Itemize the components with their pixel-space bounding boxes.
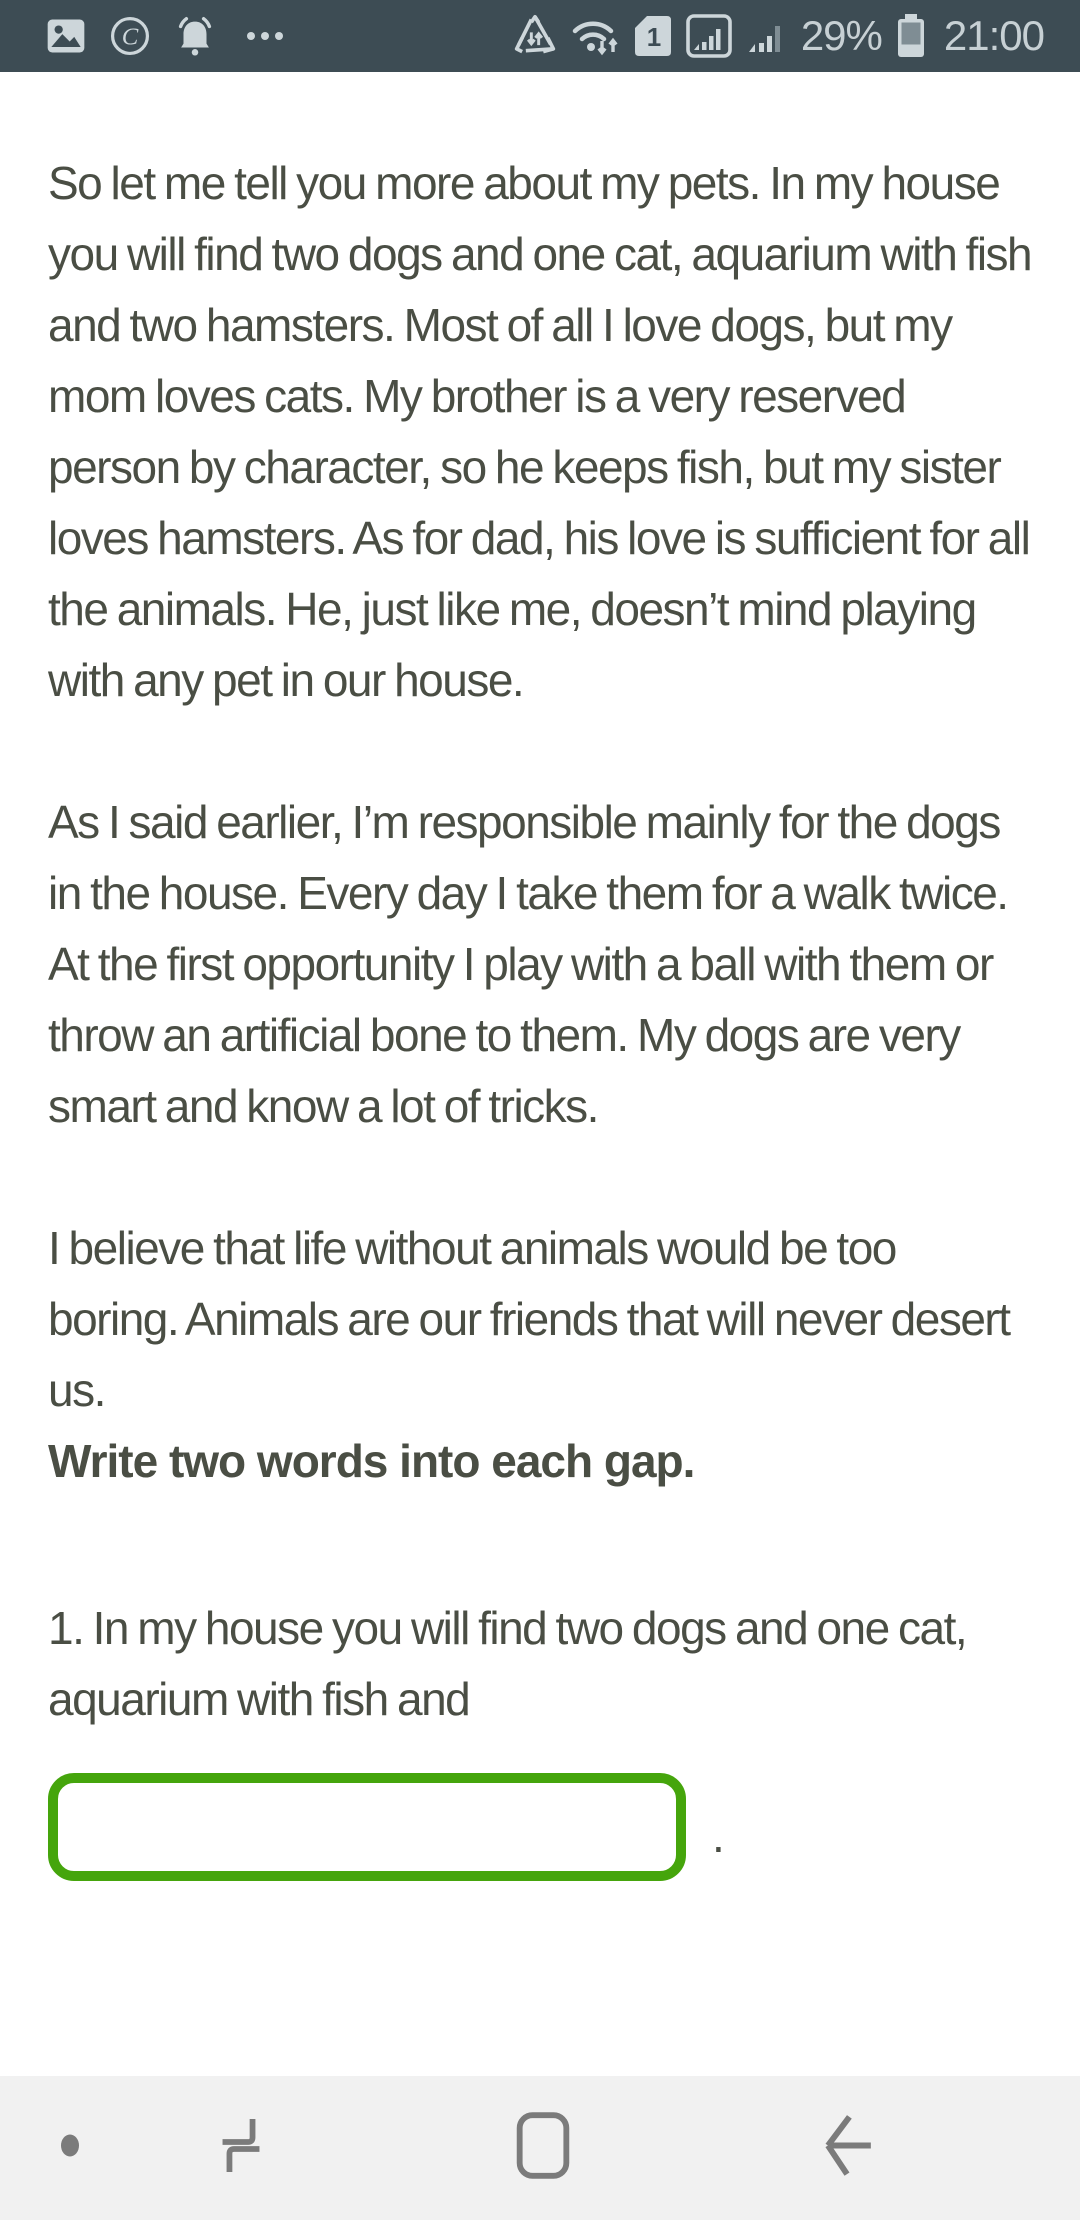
back-button[interactable] [816,2110,878,2187]
recents-icon [211,2115,271,2177]
battery-percent-label: 29% [800,12,882,59]
more-notifications-icon [238,14,292,58]
svg-text:1: 1 [646,22,662,52]
answer-row [48,1773,1035,1881]
question-1 [48,1593,1035,1881]
svg-text:C: C [121,23,139,51]
question-1-text: 1. In my house you will find two dogs and one cat, aquarium with fish and [48,1602,967,1725]
copyright-icon [108,14,152,58]
status-bar-system-icons [513,0,1044,72]
clock-label: 21:00 [943,12,1044,59]
navigation-bar [0,2076,1080,2220]
home-icon [515,2111,571,2181]
reading-exercise-content [0,72,1080,1881]
signal-strength-icon [745,13,789,59]
battery-icon [894,12,928,60]
back-arrow-icon [816,2110,878,2182]
hide-navbar-button[interactable] [59,2133,81,2164]
sentence-period: . [712,1810,725,1862]
gallery-icon [44,14,88,58]
paragraph: I believe that life without animals would be too boring. Animals are our friends that will never desert us. [48,1222,1010,1416]
gap-answer-input[interactable] [48,1773,686,1881]
instruction-heading: Write two words into each gap. [48,1435,695,1487]
recents-button[interactable] [211,2115,271,2182]
hide-navbar-dot-icon [59,2133,81,2159]
sim-card-1-icon [633,13,673,59]
wifi-arrows-icon [569,14,621,58]
status-bar [0,0,1080,72]
paragraph: So let me tell you more about my pets. In my house you will find two dogs and one cat, aquarium with fish and two hamsters. Most of all I love dogs, but my mom loves cats. My brother is a very reserved person by character, so he keeps fish, but my sister loves hamsters. As for dad, his love is sufficient for all the animals. He, just like me, doesn’t mind playing with any pet in our house. [48,157,1032,706]
signal-boxed-icon [685,13,733,59]
status-bar-notification-icons [44,13,292,59]
alarm-bell-icon [172,13,218,59]
data-saver-icon [513,14,557,58]
paragraph: As I said earlier, I’m responsible mainly for the dogs in the house. Every day I take them for a walk twice. At the first opportunity I play with a ball with them or throw an artificial bone to them. My dogs are very smart and know a lot of tricks. [48,796,1008,1132]
home-button[interactable] [515,2111,571,2186]
